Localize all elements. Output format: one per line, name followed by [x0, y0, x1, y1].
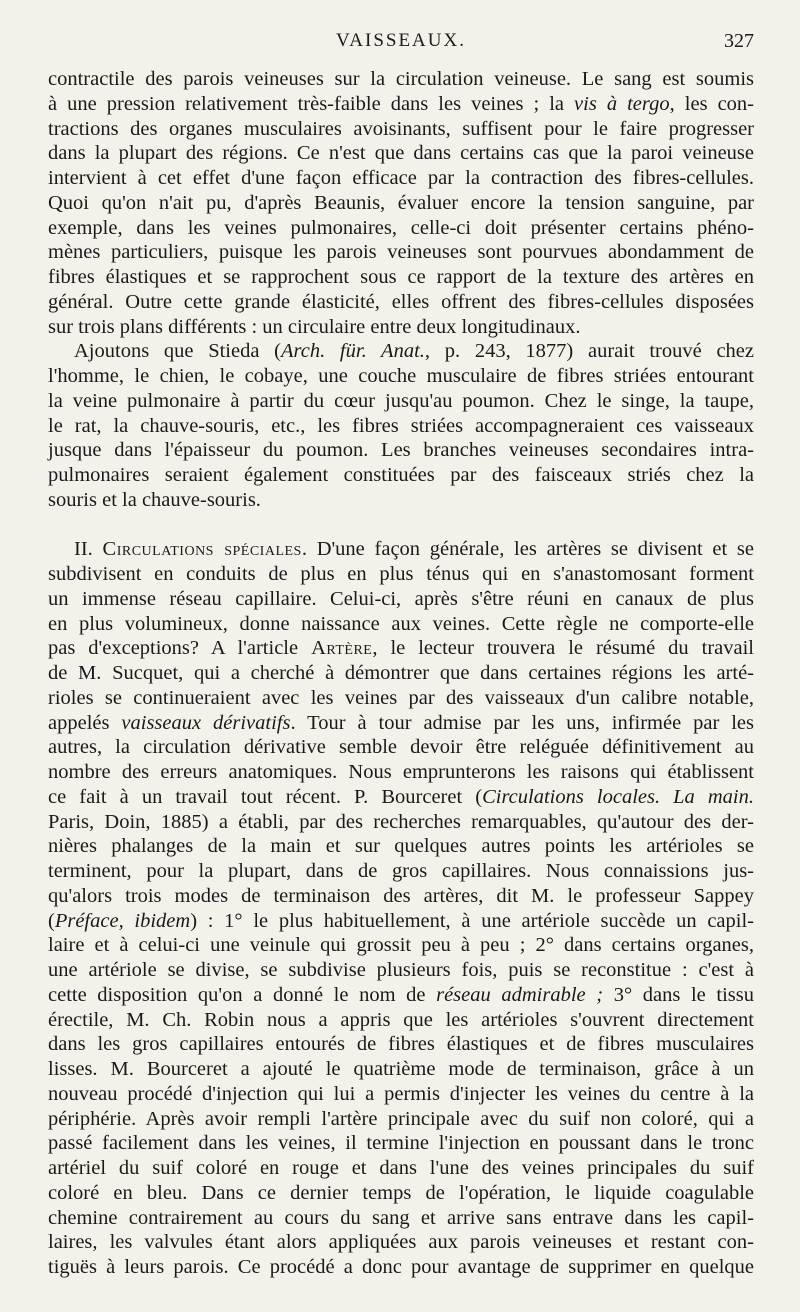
section-heading: Circulations spéciales	[102, 538, 302, 561]
paragraph-gap	[48, 513, 754, 538]
text-line: nouveau procédé d'injection qui lui a permis d'injecter les veines du centre à la	[48, 1082, 754, 1105]
text-line: Paris, Doin, 1885) a établi, par des recherches remarquables, qu'autour des der-	[48, 810, 754, 833]
text-line: dans les gros capillaires entourés de fibres élastiques et de fibres musculaires	[48, 1033, 754, 1056]
italic-term: vaisseaux dérivatifs	[121, 711, 291, 734]
text-line: artériel du suif coloré en rouge et dans l'une des veines principales du suif	[48, 1157, 754, 1179]
text-line: laires, les valvules étant alors appliquées aux parois veineuses et restant con-	[48, 1231, 754, 1254]
text-line: périphérie. Après avoir rempli l'artère principale avec du suif non coloré, qui a	[48, 1107, 754, 1130]
text-line: une artériole se divise, se subdivise plusieurs fois, puis se reconstitue : c'est à	[48, 959, 754, 981]
citation-title: Préface, ibidem	[54, 909, 191, 932]
text-line: rioles se continueraient avec les veines par des vaisseaux d'un calibre notable,	[48, 686, 754, 709]
text-line: jusque dans l'épaisseur du poumon. Les branches veineuses secondaires intra-	[48, 439, 754, 462]
text-line: en plus volumineux, donne naissance aux veines. Cette règle ne comporte-elle	[48, 612, 754, 635]
page-number: 327	[724, 30, 754, 52]
text-line: nières phalanges de la main et sur quelques autres points les artérioles se	[48, 835, 754, 858]
text-line: coloré en bleu. Dans ce dernier temps de l'opération, le liquide coagulable	[48, 1181, 754, 1204]
text-line: Quoi qu'on n'ait pu, d'après Beaunis, évaluer encore la tension sanguine, par	[48, 191, 754, 214]
text-line: subdivisent en conduits de plus en plus ténus qui en s'anastomosant forment	[48, 563, 754, 585]
text-line: l'homme, le chien, le cobaye, une couche musculaire de fibres striées entourant	[48, 365, 754, 387]
text-line: dans la plupart des régions. Ce n'est que dans certains cas que la paroi veineuse	[48, 142, 754, 165]
text-line: contractile des parois veineuses sur la circulation veineuse. Le sang est soumis	[48, 68, 754, 90]
citation-title: Circulations locales. La main.	[482, 785, 754, 808]
text-body	[48, 67, 754, 1280]
citation-title: Arch. für. Anat.	[281, 340, 425, 363]
text-line: de M. Sucquet, qui a cherché à démontrer que dans certaines régions les arté-	[48, 662, 754, 684]
text-line: cette disposition qu'on a donné le nom de réseau admirable ; 3° dans le tissu	[48, 983, 754, 1006]
text-line: mènes particuliers, puisque les parois veineuses sont pourvues abondamment de	[48, 241, 754, 264]
text-line: exemple, dans les veines pulmonaires, celle-ci doit présenter certains phéno-	[48, 216, 754, 239]
text-line: terminent, pour la plupart, dans de gros capillaires. Nous connaissions jus-	[48, 860, 754, 882]
text-line: passé facilement dans les veines, il termine l'injection en poussant dans le tronc	[48, 1132, 754, 1155]
italic-term: réseau admirable ;	[436, 983, 604, 1006]
text-line: intervient à cet effet d'une façon efficace par la contraction des fibres-cellules.	[48, 167, 754, 189]
text-line: qu'alors trois modes de terminaison des artères, dit M. le professeur Sappey	[48, 884, 754, 907]
text-line: appelés vaisseaux dérivatifs. Tour à tour admise par les uns, infirmée par les	[48, 711, 754, 734]
text-line: (Préface, ibidem) : 1° le plus habituellement, à une artériole succède un capil-	[48, 909, 755, 932]
text-line: sur trois plans différents : un circulaire entre deux longitudinaux.	[48, 315, 581, 338]
text-line: ce fait à un travail tout récent. P. Bourceret (Circulations locales. La main.	[48, 785, 754, 808]
text-line: pas d'exceptions? A l'article Artère, le lecteur trouvera le résumé du travail	[48, 637, 754, 660]
text-line: nombre des erreurs anatomiques. Nous emprunterons les raisons qui établissent	[48, 761, 754, 783]
text-line: tractions des organes musculaires avoisinants, suffisent pour le faire progresser	[48, 117, 754, 140]
text-line: un immense réseau capillaire. Celui-ci, après s'être réuni en canaux de plus	[48, 587, 754, 610]
text-line: fibres élastiques et se rapprochent sous ce rapport de la texture des artères en	[48, 266, 754, 288]
text-line: laire et à celui-ci une veinule qui grossit peu à peu ; 2° dans certains organes,	[48, 934, 754, 957]
text-line: tiguës à leurs parois. Ce procédé a donc pour avantage de supprimer en quelque	[48, 1256, 754, 1278]
text-line: le rat, la chauve-souris, etc., les fibres striées accompagneraient ces vaisseaux	[48, 414, 754, 437]
text-line: Ajoutons que Stieda (Arch. für. Anat., p. 243, 1877) aurait trouvé chez	[74, 340, 754, 363]
text-line: pulmonaires seraient également constituées par des faisceaux striés chez la	[48, 464, 754, 486]
running-title: VAISSEAUX.	[336, 30, 466, 51]
text-line: lisses. M. Bourceret a ajouté le quatrième mode de terminaison, grâce à un	[48, 1058, 754, 1080]
italic-term: vis à tergo	[574, 92, 670, 115]
text-line: souris et la chauve-souris.	[48, 488, 261, 511]
article-reference: Artère	[311, 637, 373, 660]
page-header	[48, 30, 754, 60]
text-line: II. Circulations spéciales. D'une façon générale, les artères se divisent et se	[74, 538, 754, 561]
text-line: autres, la circulation dérivative semble devoir être reléguée définitivement au	[48, 736, 754, 759]
text-line: chemine contrairement au cours du sang et arrive sans entrave dans les capil-	[48, 1206, 754, 1229]
text-line: la veine pulmonaire à partir du cœur jusqu'au poumon. Chez le singe, la taupe,	[48, 389, 754, 412]
text-line: à une pression relativement très-faible dans les veines ; la vis à tergo, les con-	[48, 92, 754, 115]
text-line: général. Outre cette grande élasticité, elles offrent des fibres-cellules disposées	[48, 290, 754, 313]
text-line: érectile, M. Ch. Robin nous a appris que les artérioles s'ouvrent directement	[48, 1008, 754, 1031]
